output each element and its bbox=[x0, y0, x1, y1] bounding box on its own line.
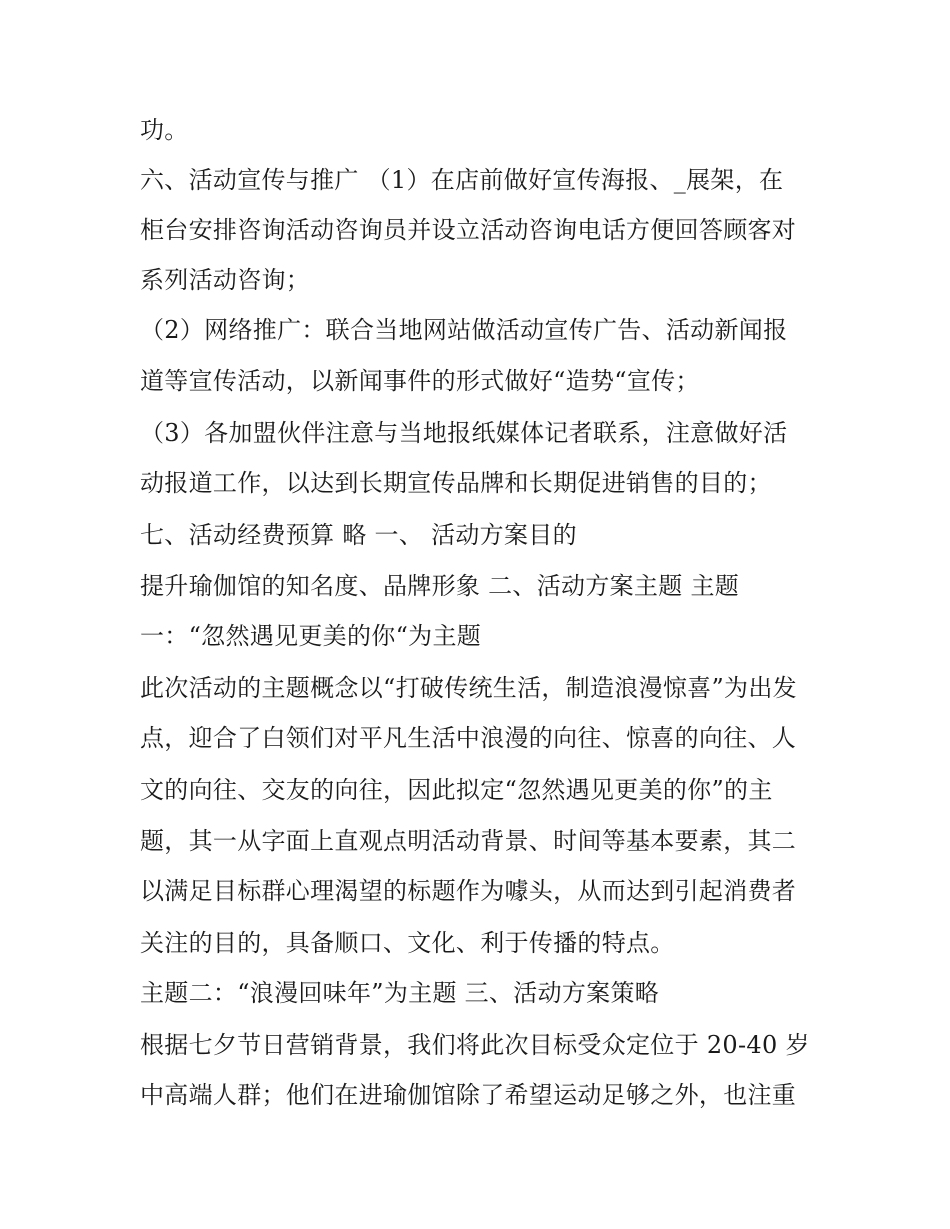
text-line: 文的向往、交友的向往，因此拟定“忽然遇见更美的你”的主 bbox=[140, 776, 773, 804]
text-line: 根据七夕节日营销背景，我们将此次目标受众定位于 20-40 岁 bbox=[140, 1031, 810, 1059]
text-line: 七、活动经费预算 略 一、 活动方案目的 bbox=[140, 521, 577, 549]
text-line: 柜台安排咨询活动咨询员并设立活动咨询电话方便回答顾客对 bbox=[140, 216, 797, 244]
text-line: 六、活动宣传与推广 （1）在店前做好宣传海报、_展架，在 bbox=[140, 166, 784, 194]
text-line: 功。 bbox=[140, 116, 189, 144]
text-line: 题，其一从字面上直观点明活动背景、时间等基本要素，其二 bbox=[140, 827, 797, 855]
text-line: 此次活动的主题概念以“打破传统生活，制造浪漫惊喜”为出发 bbox=[140, 674, 797, 702]
text-line: 关注的目的，具备顺口、文化、利于传播的特点。 bbox=[140, 929, 675, 957]
text-line: 点，迎合了白领们对平凡生活中浪漫的向往、惊喜的向往、人 bbox=[140, 724, 797, 752]
text-line: 中高端人群；他们在进瑜伽馆除了希望运动足够之外，也注重 bbox=[140, 1081, 797, 1109]
text-line: 主题二：“浪漫回味年”为主题 三、活动方案策略 bbox=[140, 979, 660, 1007]
text-line: 一：“忽然遇见更美的你“为主题 bbox=[140, 622, 482, 650]
text-line: （3）各加盟伙伴注意与当地报纸媒体记者联系，注意做好活 bbox=[140, 419, 788, 447]
text-line: 动报道工作，以达到长期宣传品牌和长期促进销售的目的； bbox=[140, 469, 772, 497]
text-line: 以满足目标群心理渴望的标题作为噱头，从而达到引起消费者 bbox=[140, 877, 797, 905]
text-line: （2）网络推广：联合当地网站做活动宣传广告、活动新闻报 bbox=[140, 316, 788, 344]
text-line: 道等宣传活动，以新闻事件的形式做好“造势“宣传； bbox=[140, 367, 700, 395]
text-line: 提升瑜伽馆的知名度、品牌形象 二、活动方案主题 主题 bbox=[140, 572, 740, 600]
text-line: 系列活动咨询； bbox=[140, 266, 311, 294]
